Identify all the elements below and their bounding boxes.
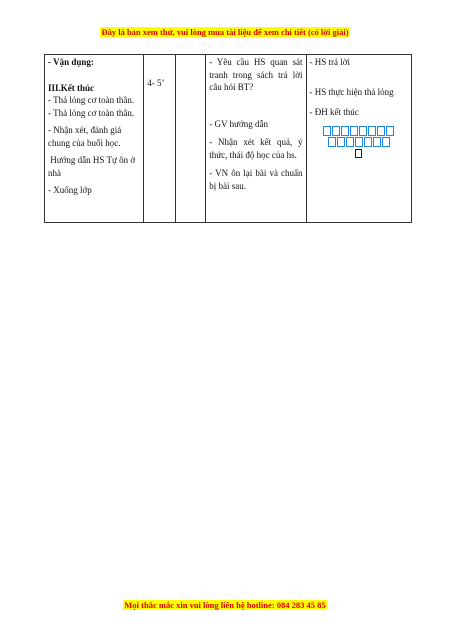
list-item: - GV hướng dẫn xyxy=(209,118,268,129)
list-item: - Nhận xét, đánh giá chung của buổi học. xyxy=(48,125,122,148)
formation-diagram-icon xyxy=(310,126,408,160)
list-item: - VN ôn lại bài và chuẩn bị bài sau. xyxy=(209,168,303,191)
teacher-activity-cell xyxy=(206,55,306,223)
hotline-notice: Mọi thắc mắc xin vui lòng liên hệ hotline: 084 283 45 85 xyxy=(124,600,326,610)
list-item: - ĐH kết thúc xyxy=(309,107,359,117)
section-heading-apply: - Vận dụng: xyxy=(48,57,94,67)
list-item: Hướng dẫn HS Tự ôn ở nhà xyxy=(48,155,138,178)
list-item: - HS thực hiện thả lỏng xyxy=(309,86,394,97)
time-cell xyxy=(144,55,176,223)
preview-notice: Đây là bản xem thử, vui lòng mua tài liệu để xem chi tiết (có lời giải) xyxy=(101,27,349,37)
empty-cell xyxy=(176,55,206,223)
section-heading-end: III.Kết thúc xyxy=(48,82,95,93)
table-row xyxy=(45,55,412,223)
list-item: - Thả lỏng cơ toàn thân. xyxy=(48,107,135,118)
list-item: - Yêu cầu HS quan sát tranh trong sách trả lời câu hỏi BT? xyxy=(209,57,303,92)
list-item: - Xuống lớp xyxy=(48,185,92,195)
list-item: - Nhận xét kết quả, ý thức, thái độ học của hs. xyxy=(209,137,303,160)
duration-text: 4- 5’ xyxy=(147,78,165,88)
student-activity-cell xyxy=(306,55,411,223)
lesson-plan-table xyxy=(44,54,412,223)
list-item: - Thả lỏng cơ toàn thân. xyxy=(48,95,135,105)
activity-cell xyxy=(45,55,144,223)
list-item: - HS trả lời xyxy=(309,57,351,67)
